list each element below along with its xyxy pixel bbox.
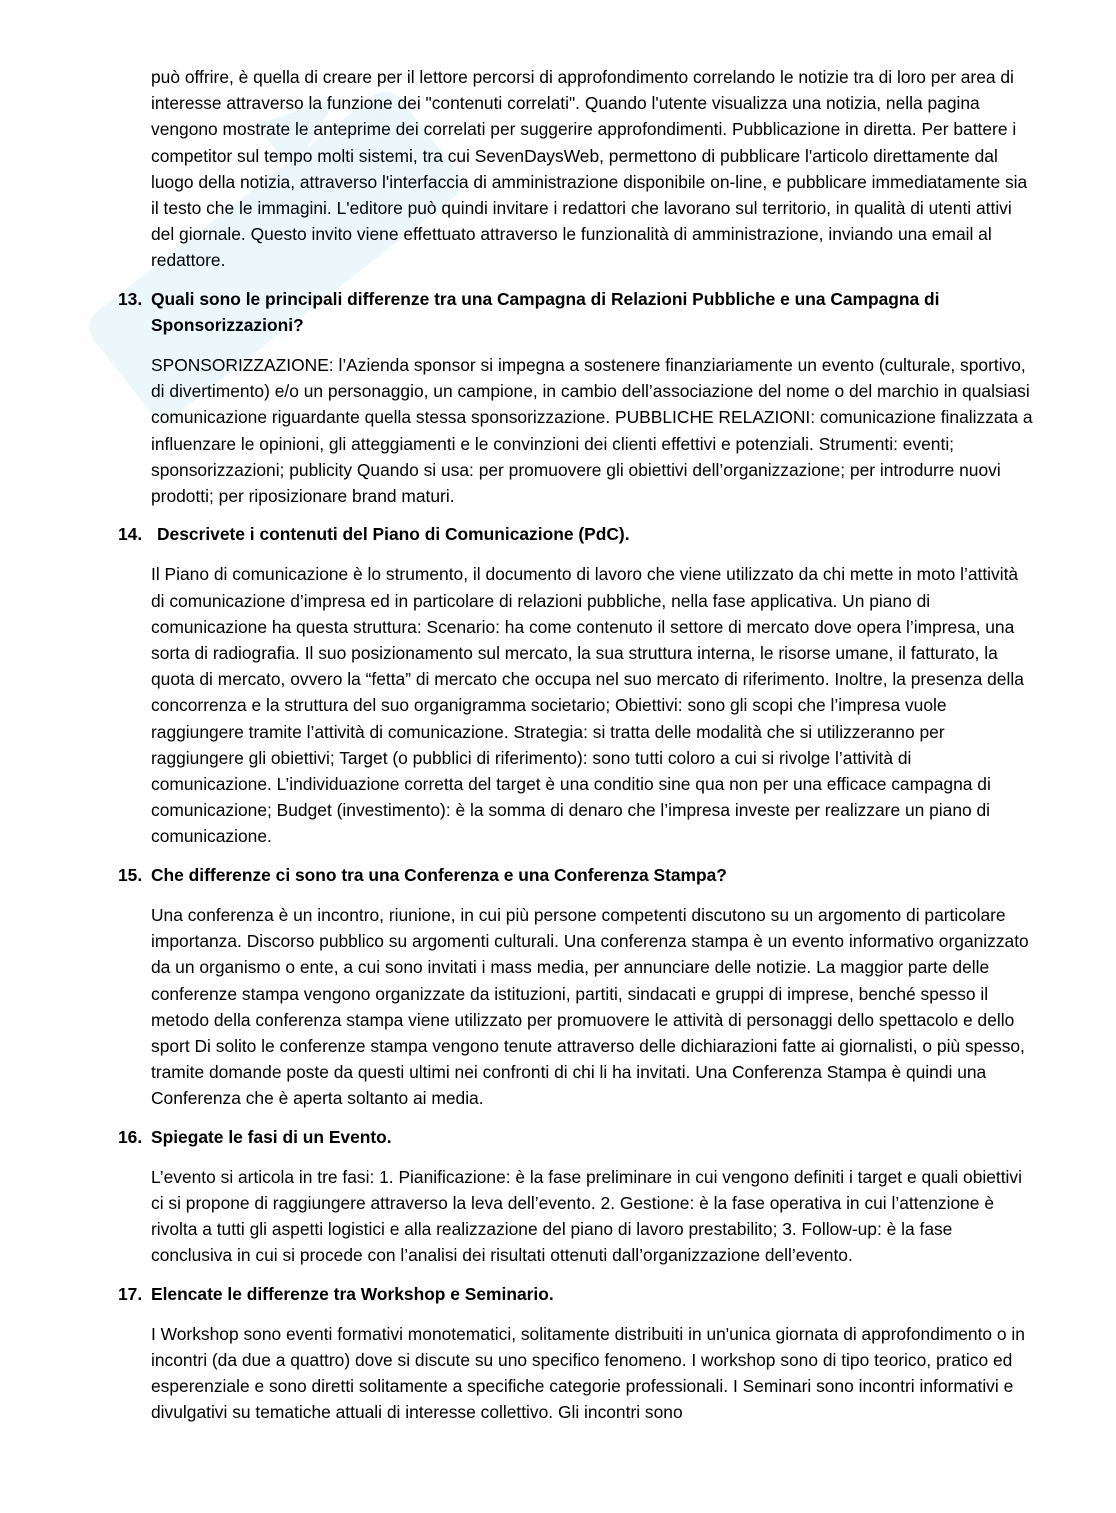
- question-16-number: 16.: [118, 1126, 143, 1147]
- question-14-number: 14.: [118, 524, 143, 545]
- question-16-title: Spiegate le fasi di un Evento.: [151, 1126, 392, 1147]
- question-15-answer: Una conferenza è un incontro, riunione, in cui più persone competenti discutono su un argomento di particolare importanza. Discorso pubblico su argomenti culturali. Una conferenza stampa è un evento informativo organizzato da un organismo o ente, a cui sono invitati i mass media, per annunciare delle notizie. La maggior parte delle conferenze stampa vengono organizzate da istituzioni, partiti, sindacati e gruppi di imprese, benché spesso il metodo della conferenza stampa viene utilizzato per promuovere le attività di personaggi dello spettacolo e dello sport Di solito le conferenze stampa vengono tenute attraverso delle dichiarazioni fatte ai giornalisti, o più spesso, tramite domande poste da questi ultimi nei confronti di chi li ha invitati. Una Conferenza Stampa è quindi una Conferenza che è aperta soltanto ai media.: [151, 904, 1029, 1109]
- question-15-heading: [118, 862, 1036, 888]
- question-16-heading: [118, 1124, 1036, 1150]
- question-17-title: Elencate le differenze tra Workshop e Seminario.: [151, 1283, 554, 1304]
- question-17-answer: I Workshop sono eventi formativi monotematici, solitamente distribuiti in un'unica giornata di approfondimento o in incontri (da due a quattro) dove si discute su uno specifico fenomeno. I workshop sono di tipo teorico, pratico ed esperenziale e sono diretti solitamente a specifiche categorie professionali. I Seminari sono incontri informativi e divulgativi su tematiche attuali di interesse collettivo. Gli incontri sono: [151, 1323, 1025, 1423]
- question-14-title: Descrivete i contenuti del Piano di Comunicazione (PdC).: [157, 524, 630, 545]
- question-16-answer: L’evento si articola in tre fasi: 1. Pianificazione: è la fase preliminare in cui vengono definiti i target e quali obiettivi ci si propone di raggiungere attraverso la leva dell’evento. 2. Gestione: è la fase operativa in cui l’attenzione è rivolta a tutti gli aspetti logistici e alla realizzazione del piano di lavoro prestabilito; 3. Follow-up: è la fase conclusiva in cui si procede con l’analisi dei risultati ottenuti dall’organizzazione dell’evento.: [151, 1166, 1022, 1266]
- question-15-number: 15.: [118, 864, 143, 885]
- question-14-heading: [118, 521, 1036, 547]
- question-13-number: 13.: [118, 288, 143, 309]
- question-13-title: Quali sono le principali differenze tra una Campagna di Relazioni Pubbliche e una Campagna di Sponsorizzazioni?: [151, 288, 940, 335]
- question-14-answer: Il Piano di comunicazione è lo strumento, il documento di lavoro che viene utilizzato da chi mette in moto l’attività di comunicazione d’impresa ed in particolare di relazioni pubbliche, nella fase applicativa. Un piano di comunicazione ha questa struttura: Scenario: ha come contenuto il settore di mercato dove opera l’impresa, una sorta di radiografia. Il suo posizionamento sul mercato, la sua struttura interna, le risorse umane, il fatturato, la quota di mercato, ovvero la “fetta” di mercato che occupa nel suo mercato di riferimento. Inoltre, la presenza della concorrenza e la struttura del suo organigramma societario; Obiettivi: sono gli scopi che l’impresa vuole raggiungere tramite l’attività di comunicazione. Strategia: si tratta delle modalità che si utilizzeranno per raggiungere gli obiettivi; Target (o pubblici di riferimento): sono tutti coloro a cui si rivolge l’attività di comunicazione. L’individuazione corretta del target è una conditio sine qua non per una efficace campagna di comunicazione; Budget (investimento): è la somma di denaro che l’impresa investe per realizzare un piano di comunicazione.: [151, 564, 1024, 847]
- question-13-answer: SPONSORIZZAZIONE: l’Azienda sponsor si impegna a sostenere finanziariamente un evento (culturale, sportivo, di divertimento) e/o un personaggio, un campione, in cambio dell’associazione del nome o del marchio in qualsiasi comunicazione riguardante quella stessa sponsorizzazione. PUBBLICHE RELAZIONI: comunicazione finalizzata a influenzare le opinioni, gli atteggiamenti e le convinzioni dei clienti effettivi e potenziali. Strumenti: eventi; sponsorizzazioni; publicity Quando si usa: per promuovere gli obiettivi dell’organizzazione; per introdurre nuovi prodotti; per riposizionare brand maturi.: [151, 355, 1033, 507]
- question-17-heading: [118, 1281, 1036, 1307]
- intro-paragraph: può offrire, è quella di creare per il lettore percorsi di approfondimento correlando le notizie tra di loro per area di interesse attraverso la funzione dei "contenuti correlati". Quando l'utente visualizza una notizia, nella pagina vengono mostrate le anteprime dei correlati per suggerire approfondimenti. Pubblicazione in diretta. Per battere i competitor sul tempo molti sistemi, tra cui SevenDaysWeb, permettono di pubblicare l'articolo direttamente dal luogo della notizia, attraverso l'interfaccia di amministrazione disponibile on-line, e pubblicare immediatamente sia il testo che le immagini. L'editore può quindi invitare i redattori che lavorano sul territorio, in qualità di utenti attivi del giornale. Questo invito viene effettuato attraverso le funzionalità di amministrazione, inviando una email al redattore.: [151, 67, 1028, 271]
- question-13-heading: [118, 286, 1036, 338]
- question-15-title: Che differenze ci sono tra una Conferenza e una Conferenza Stampa?: [151, 864, 727, 885]
- question-17-number: 17.: [118, 1283, 143, 1304]
- document-page: [0, 64, 1116, 1426]
